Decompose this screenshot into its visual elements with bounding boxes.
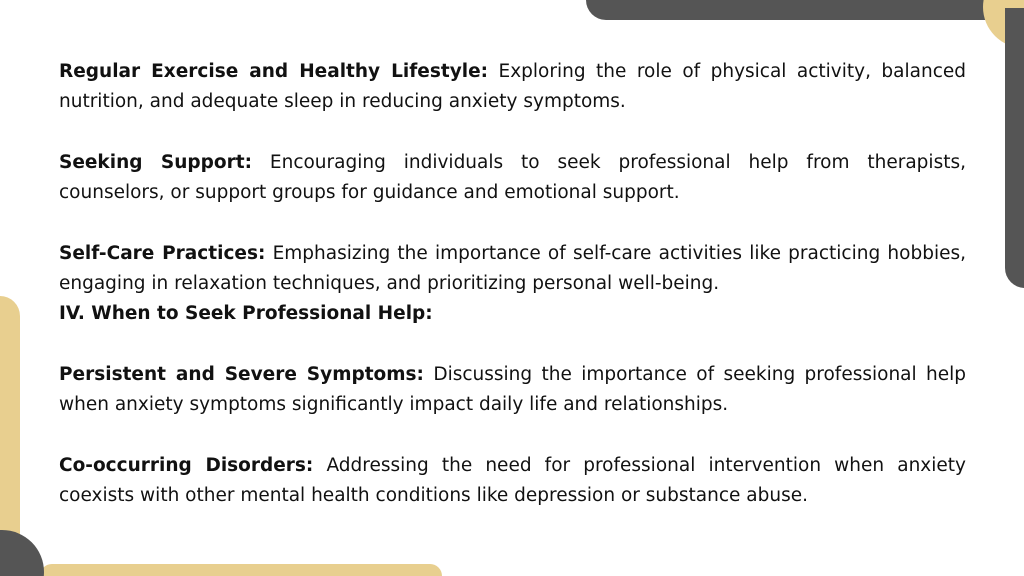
paragraph-exercise xyxy=(59,57,966,118)
paragraph-self-care xyxy=(59,239,966,300)
paragraph-title: Seeking Support: xyxy=(59,151,252,173)
paragraph-co-occurring xyxy=(59,451,966,512)
paragraph-persistent-symptoms xyxy=(59,360,966,421)
paragraph-text: Exploring the role of physical activity, balanced nutrition, and adequate sleep in reducing anxiety symptoms. xyxy=(59,61,966,113)
top-decorative-bar xyxy=(586,0,1024,20)
paragraph-text: Addressing the need for professional intervention when anxiety coexists with other mental health conditions like depression or substance abuse. xyxy=(59,454,966,507)
paragraph-title: Persistent and Severe Symptoms: xyxy=(59,363,424,385)
paragraph-title: Co-occurring Disorders: xyxy=(59,454,314,476)
paragraph-text: Discussing the importance of seeking professional help when anxiety symptoms significantly impact daily life and relationships. xyxy=(59,363,966,416)
bottom-decorative-bar xyxy=(40,564,442,576)
paragraph-title: Self-Care Practices: xyxy=(59,242,266,264)
paragraph-title: Regular Exercise and Healthy Lifestyle: xyxy=(59,61,489,82)
slide-content xyxy=(59,57,966,511)
paragraph-support xyxy=(59,148,966,209)
right-decorative-bar xyxy=(1005,8,1024,288)
section-heading: IV. When to Seek Professional Help: xyxy=(59,303,433,325)
paragraph-text: Encouraging individuals to seek professional help from therapists, counselors, or support groups for guidance and emotional support. xyxy=(59,151,966,204)
paragraph-text: Emphasizing the importance of self-care activities like practicing hobbies, engaging in relaxation techniques, and prioritizing personal well-being. xyxy=(59,242,966,295)
bottom-left-decorative-circle xyxy=(0,530,44,576)
